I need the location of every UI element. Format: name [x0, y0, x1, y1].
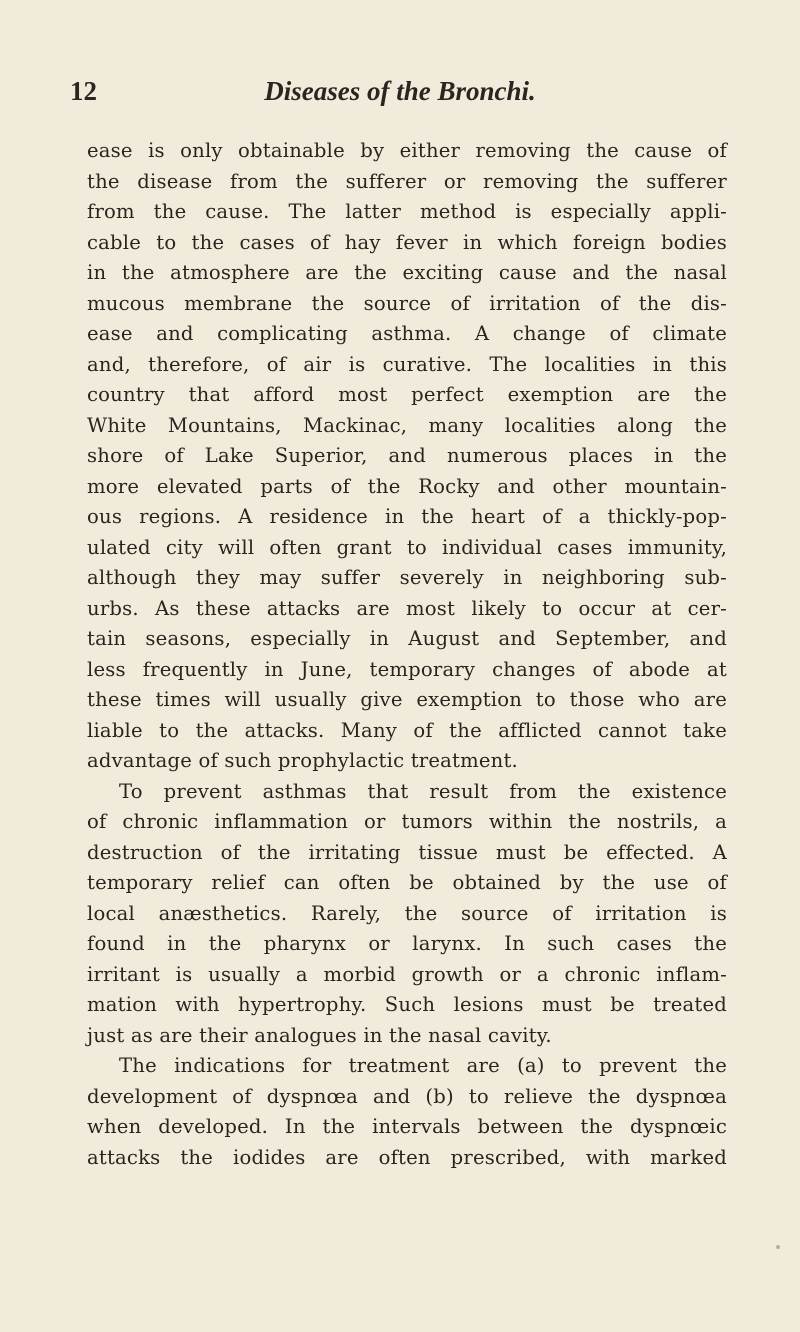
text-line: development of dyspnœa and (b) to relieve the dyspnœa	[87, 1084, 727, 1108]
text-line: mucous membrane the source of irritation of the dis-	[87, 291, 727, 315]
text-line: tain seasons, especially in August and September, and	[87, 627, 727, 650]
text-line: less frequently in June, temporary changes of abode at	[87, 657, 727, 681]
text-line: of chronic inflammation or tumors within the nostrils, a	[87, 810, 727, 833]
text-line: irritant is usually a morbid growth or a chronic inflam-	[87, 962, 727, 986]
text-line: temporary relief can often be obtained by the use of	[87, 871, 727, 894]
text-line: To prevent asthmas that result from the existence	[119, 779, 727, 803]
text-line: cable to the cases of hay fever in which foreign bodies	[87, 230, 727, 254]
text-line: more elevated parts of the Rocky and other mountain-	[87, 474, 727, 498]
text-line: liable to the attacks. Many of the afflicted cannot take	[87, 718, 727, 742]
text-line: although they may suffer severely in neighboring sub-	[87, 566, 727, 589]
text-line: ulated city will often grant to individual cases immunity,	[87, 535, 727, 559]
paper-speck	[776, 1245, 780, 1249]
running-title: Diseases of the Bronchi.	[264, 76, 536, 106]
text-line: in the atmosphere are the exciting cause and the nasal	[87, 261, 727, 284]
text-line: mation with hypertrophy. Such lesions must be treated	[87, 993, 727, 1016]
text-line: ease is only obtainable by either removing the cause of	[87, 139, 727, 162]
text-line: from the cause. The latter method is especially appli-	[87, 200, 727, 223]
text-line: ease and complicating asthma. A change of climate	[87, 322, 727, 345]
page-header	[0, 76, 800, 116]
text-line: and, therefore, of air is curative. The localities in this	[87, 352, 727, 376]
text-line: The indications for treatment are (a) to prevent the	[119, 1054, 727, 1077]
text-line: destruction of the irritating tissue must be effected. A	[87, 840, 727, 864]
text-line: ous regions. A residence in the heart of a thickly-pop-	[87, 505, 727, 528]
text-line: when developed. In the intervals between the dyspnœic	[87, 1115, 727, 1138]
text-line: just as are their analogues in the nasal cavity.	[87, 1023, 552, 1047]
text-line: country that afford most perfect exemption are the	[87, 383, 727, 406]
text-line: these times will usually give exemption to those who are	[87, 688, 727, 711]
text-line: found in the pharynx or larynx. In such cases the	[87, 932, 727, 955]
text-line: urbs. As these attacks are most likely to occur at cer-	[87, 596, 727, 620]
text-line: attacks the iodides are often prescribed, with marked	[87, 1145, 727, 1169]
text-line: local anæsthetics. Rarely, the source of irritation is	[87, 901, 727, 925]
text-line: shore of Lake Superior, and numerous places in the	[87, 444, 727, 467]
text-line: the disease from the sufferer or removing the sufferer	[87, 169, 727, 193]
text-line: advantage of such prophylactic treatment.	[87, 749, 518, 772]
text-line: White Mountains, Mackinac, many localities along the	[87, 413, 727, 437]
body-text	[87, 136, 727, 1173]
page-number: 12	[70, 76, 97, 106]
